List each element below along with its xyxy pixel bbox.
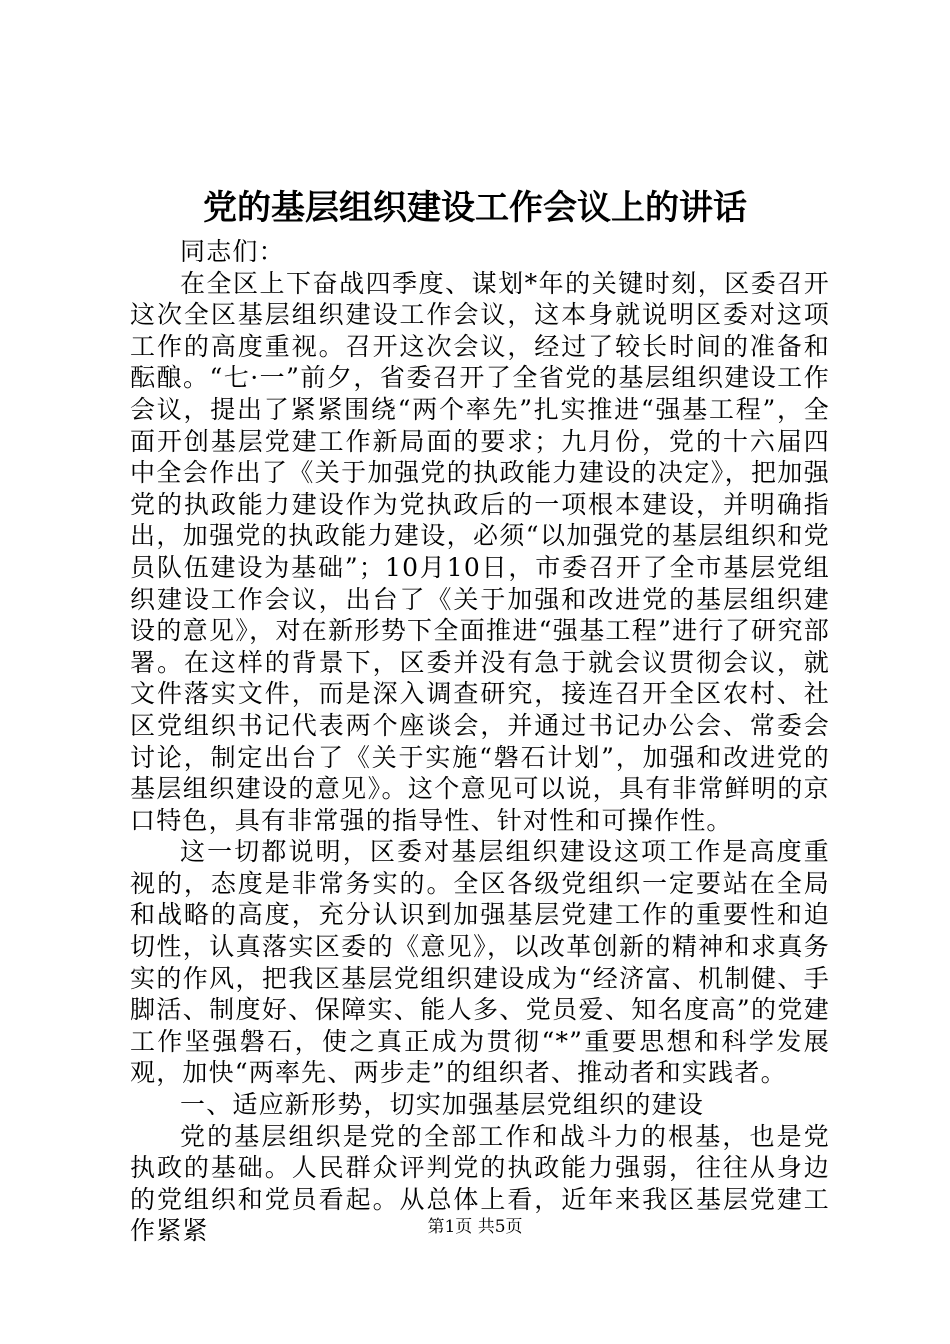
body-paragraph: 党的基层组织是党的全部工作和战斗力的根基，也是党执政的基础。人民群众评判党的执政能力强弱，往往从身边的党组织和党员看起。从总体上看，近年来我区基层党建工作紧紧 [130, 1121, 830, 1246]
document-body [130, 236, 830, 1247]
page-number-footer: 第1页 共5页 [427, 1217, 523, 1237]
body-paragraph: 这一切都说明，区委对基层组织建设这项工作是高度重视的，态度是非常务实的。全区各级党组织一定要站在全局和战略的高度，充分认识到加强基层党建工作的重要性和迫切性，认真落实区委的《意见》，以改革创新的精神和求真务实的作风，把我区基层党组织建设成为“经济富、机制健、手脚活、制度好、保障实、能人多、党员爱、知名度高”的党建工作坚强磐石，使之真正成为贯彻“*”重要思想和科学发展观，加快“两率先、两步走”的组织者、推动者和实践者。 [130, 837, 830, 1088]
body-paragraph: 在全区上下奋战四季度、谋划*年的关键时刻，区委召开这次全区基层组织建设工作会议，这本身就说明区委对这项工作的高度重视。召开这次会议，经过了较长时间的准备和酝酿。“七·一”前夕，省委召开了全省党的基层组织建设工作会议，提出了紧紧围绕“两个率先”扎实推进“强基工程”，全面开创基层党建工作新局面的要求；九月份，党的十六届四中全会作出了《关于加强党的执政能力建设的决定》，把加强党的执政能力建设作为党执政后的一项根本建设，并明确指出，加强党的执政能力建设，必须“以加强党的基层组织和党员队伍建设为基础”；10月10日，市委召开了全市基层党组织建设工作会议，出台了《关于加强和改进党的基层组织建设的意见》，对在新形势下全面推进“强基工程”进行了研究部署。在这样的背景下，区委并没有急于就会议贯彻会议，就文件落实文件，而是深入调查研究，接连召开全区农村、社区党组织书记代表两个座谈会，并通过书记办公会、常委会讨论，制定出台了《关于实施“磐石计划”，加强和改进党的基层组织建设的意见》。这个意见可以说，具有非常鲜明的京口特色，具有非常强的指导性、针对性和可操作性。 [130, 268, 830, 835]
document-title: 党的基层组织建设工作会议上的讲话 [203, 188, 747, 228]
salutation-paragraph: 同志们： [180, 237, 285, 266]
section-heading: 一、适应新形势，切实加强基层党组织的建设 [180, 1090, 705, 1120]
